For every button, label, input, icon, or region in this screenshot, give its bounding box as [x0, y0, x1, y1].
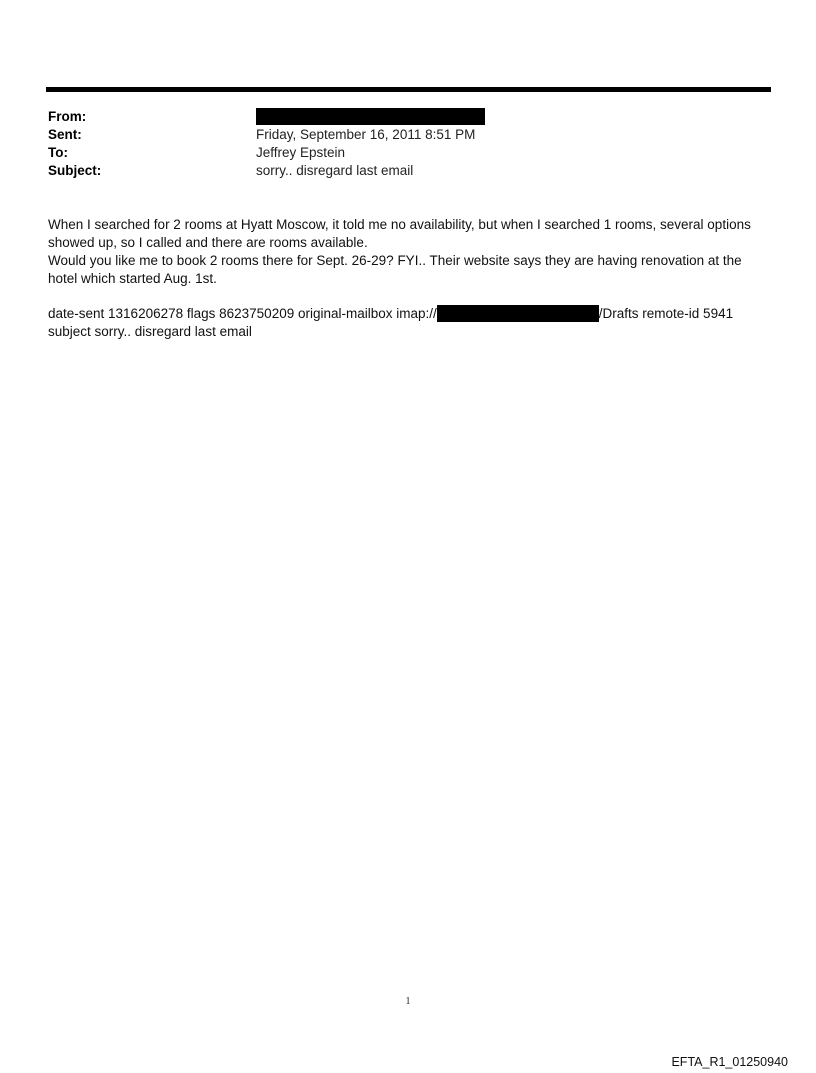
metadata-subject-line: subject sorry.. disregard last email: [48, 324, 252, 339]
redaction-box: [437, 305, 599, 322]
to-row: [48, 144, 768, 162]
body-paragraph-2: Would you like me to book 2 rooms there for Sept. 26-29? FYI.. Their website says they are having renovation at the hotel which started Aug. 1st.: [48, 253, 742, 286]
email-body: [48, 216, 768, 341]
subject-row: [48, 162, 768, 180]
sent-value: Friday, September 16, 2011 8:51 PM: [256, 127, 476, 142]
metadata-suffix: /Drafts remote-id 5941: [598, 306, 734, 321]
page-number: 1: [405, 996, 411, 1007]
email-header: [48, 108, 768, 180]
metadata-prefix: date-sent 1316206278 flags 8623750209 original-mailbox imap://: [48, 306, 437, 321]
from-row: [48, 108, 768, 126]
from-value: [256, 108, 768, 126]
to-value: Jeffrey Epstein: [256, 145, 346, 160]
body-paragraph-1: When I searched for 2 rooms at Hyatt Moscow, it told me no availability, but when I searched 1 rooms, several options showed up, so I called and there are rooms available.: [48, 217, 751, 250]
sent-label: Sent:: [48, 127, 82, 142]
header-divider-rule: [46, 87, 771, 92]
document-id: EFTA_R1_01250940: [671, 1055, 788, 1069]
sent-row: [48, 126, 768, 144]
subject-label: Subject:: [48, 163, 102, 178]
redaction-box: [256, 108, 485, 125]
from-label: From:: [48, 109, 87, 124]
subject-value: sorry.. disregard last email: [256, 163, 414, 178]
metadata-line: [48, 305, 768, 341]
to-label: To:: [48, 145, 68, 160]
